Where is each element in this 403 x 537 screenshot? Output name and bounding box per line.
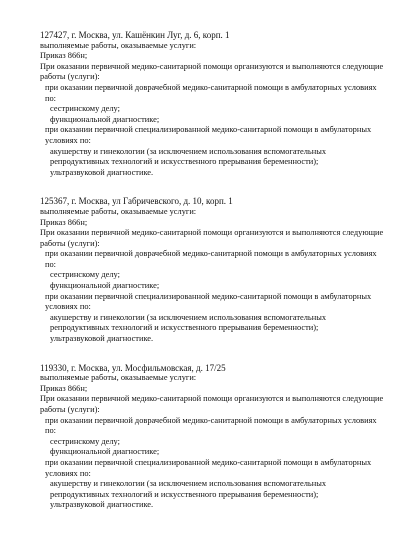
service-line: при оказании первичной специализированной медико-санитарной помощи в амбулаторных условиях по: <box>45 291 372 312</box>
service-line: Приказ 866н; <box>40 383 88 393</box>
service-line: При оказании первичной медико-санитарной помощи организуются и выполняются следующие работы (услуги): <box>40 394 384 414</box>
service-line: Приказ 866н; <box>40 217 88 227</box>
service-line: функциональной диагностике; <box>50 447 160 457</box>
service-line: функциональной диагностике; <box>50 114 160 124</box>
service-line: выполняемые работы, оказываемые услуги: <box>40 206 197 216</box>
address-line: 127427, г. Москва, ул. Кашёнкин Луг, д. 6, корп. 1 <box>40 30 230 40</box>
service-line: акушерству и гинекологии (за исключением использования вспомогательных репродуктивных технологий и искусственного прерывания беременности); <box>50 312 327 333</box>
document-body <box>40 30 385 529</box>
service-line: сестринскому делу; <box>50 104 120 114</box>
service-line: При оказании первичной медико-санитарной помощи организуются и выполняются следующие работы (услуги): <box>40 228 384 248</box>
service-line: ультразвуковой диагностике. <box>50 334 154 344</box>
address-block <box>40 196 385 344</box>
service-line: при оказании первичной доврачебной медико-санитарной помощи в амбулаторных условиях по: <box>45 415 377 436</box>
address-line: 119330, г. Москва, ул. Мосфильмовская, д. 17/25 <box>40 362 226 373</box>
service-line: при оказании первичной специализированной медико-санитарной помощи в амбулаторных условиях по: <box>45 125 372 145</box>
service-line: выполняемые работы, оказываемые услуги: <box>40 40 197 50</box>
service-line: выполняемые работы, оказываемые услуги: <box>40 373 197 383</box>
service-line: при оказании первичной доврачебной медико-санитарной помощи в амбулаторных условиях по: <box>45 82 377 103</box>
service-line: При оказании первичной медико-санитарной помощи организуются и выполняются следующие работы (услуги): <box>40 61 384 82</box>
service-line: Приказ 866н; <box>40 51 88 61</box>
address-block <box>40 363 385 511</box>
service-line: ультразвуковой диагностике. <box>50 167 154 177</box>
service-line: акушерству и гинекологии (за исключением использования вспомогательных репродуктивных технологий и искусственного прерывания беременности); <box>50 479 327 499</box>
service-line: сестринскому делу; <box>50 436 120 446</box>
service-line: акушерству и гинекологии (за исключением использования вспомогательных репродуктивных технологий и искусственного прерывания беременности); <box>50 146 327 167</box>
service-line: ультразвуковой диагностике. <box>50 500 154 510</box>
service-line: при оказании первичной специализированной медико-санитарной помощи в амбулаторных условиях по: <box>45 457 372 478</box>
address-block <box>40 30 385 178</box>
service-line: функциональной диагностике; <box>50 281 160 291</box>
service-line: при оказании первичной доврачебной медико-санитарной помощи в амбулаторных условиях по: <box>45 249 377 269</box>
service-line: сестринскому делу; <box>50 270 120 280</box>
address-line: 125367, г. Москва, ул Габричевского, д. 10, корп. 1 <box>40 196 233 207</box>
